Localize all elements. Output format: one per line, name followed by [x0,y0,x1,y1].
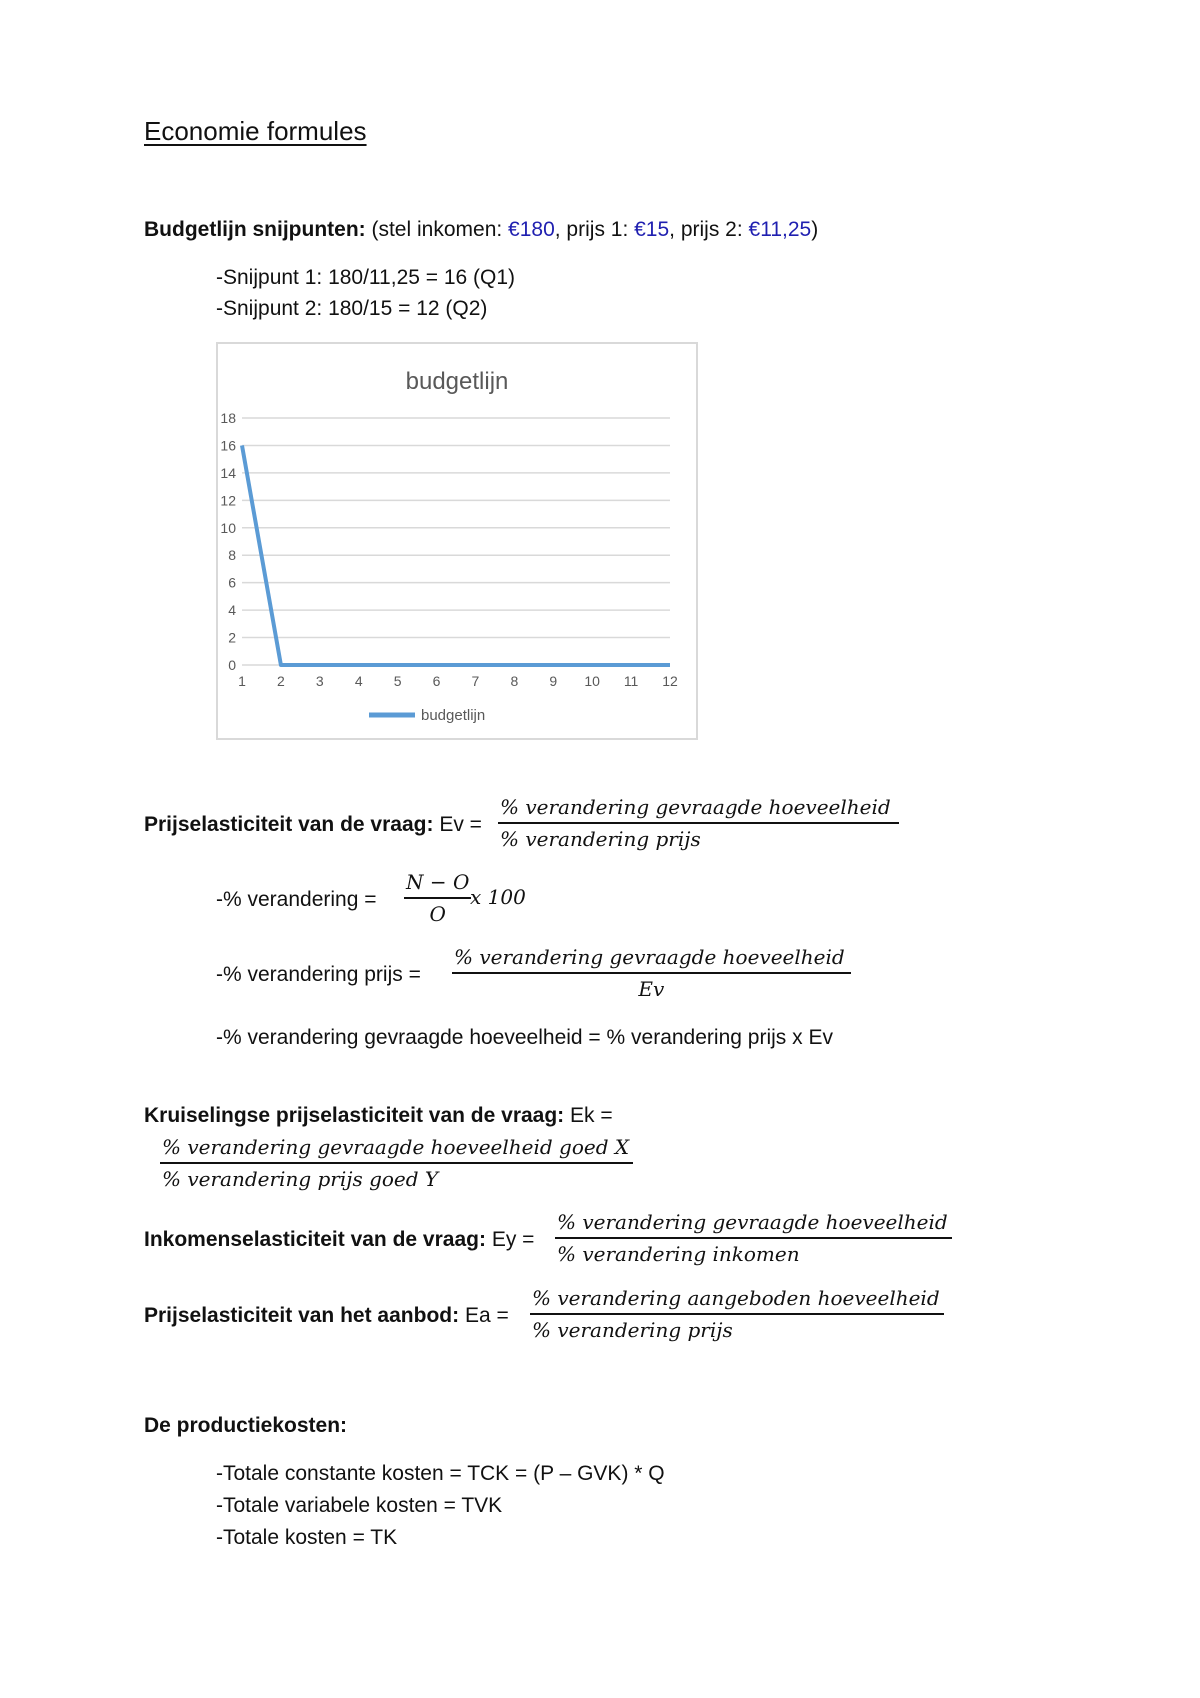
ev-denominator: % verandering prijs [500,827,701,851]
verandering-prijs-label: -% verandering prijs = [216,963,421,986]
verandering-prijs-denominator: Ev [638,977,665,1001]
budget-label: Budgetlijn snijpunten: [144,218,366,241]
x-tick-label: 7 [471,673,480,689]
ek-denominator: % verandering prijs goed Y [162,1167,439,1191]
y-tick-label: 6 [228,574,236,591]
y-tick-label: 16 [220,437,236,454]
budget-intro: (stel inkomen: [371,218,509,241]
y-tick-label: 12 [220,492,236,509]
y-tick-label: 14 [220,464,236,481]
ea-row [144,1304,509,1328]
x-tick-label: 11 [623,673,639,689]
x-tick-label: 8 [510,673,519,689]
page-title: Economie formules [144,116,367,146]
chart-title: budgetlijn [405,368,509,395]
ev-row [144,813,482,837]
x-tick-label: 12 [662,673,678,689]
ek-symbol: Ek = [570,1104,613,1127]
x-tick-label: 4 [354,673,363,689]
ey-row [144,1228,534,1252]
ek-numerator: % verandering gevraagde hoeveelheid goed X [160,1135,633,1164]
budget-inkomen: €180 [508,218,555,241]
budget-prijs1-label: , prijs 1: [554,218,635,241]
ea-label: Prijselasticiteit van het aanbod: [144,1304,460,1327]
verandering-suffix: x 100 [470,885,526,909]
y-tick-label: 8 [228,547,236,564]
productiekosten-item: -Totale variabele kosten = TVK [216,1494,503,1517]
ea-numerator: % verandering aangeboden hoeveelheid [530,1286,944,1315]
x-tick-label: 9 [549,673,558,689]
x-tick-label: 1 [238,673,246,689]
y-tick-label: 18 [220,410,236,426]
legend-label: budgetlijn [421,707,486,724]
productiekosten-label: De productiekosten: [144,1414,348,1437]
verandering-label: -% verandering = [216,888,377,911]
verandering-prijs-numerator: % verandering gevraagde hoeveelheid [452,945,851,974]
x-tick-label: 10 [584,673,600,689]
budgetlijn-chart [216,342,698,740]
snijpunt-2: -Snijpunt 2: 180/15 = 12 (Q2) [216,297,488,320]
productiekosten-item: -Totale constante kosten = TCK = (P – GVK) * Q [216,1462,665,1485]
ek-fraction [160,1135,633,1191]
ea-fraction [530,1286,944,1342]
ev-label: Prijselasticiteit van de vraag: [144,813,434,836]
y-tick-label: 2 [228,629,236,646]
ey-label: Inkomenselasticiteit van de vraag: [144,1228,486,1251]
ey-fraction [555,1210,952,1266]
ev-symbol: Ev = [439,813,482,836]
ey-denominator: % verandering inkomen [557,1242,800,1266]
budget-close: ) [811,218,819,241]
ey-numerator: % verandering gevraagde hoeveelheid [555,1210,952,1239]
verandering-fraction [404,870,471,926]
ev-fraction [498,795,899,851]
chart-svg [218,344,696,738]
verandering-numerator: N − O [404,870,471,899]
y-tick-label: 0 [228,657,236,673]
verandering-denominator: O [429,902,446,926]
productiekosten-item: -Totale kosten = TK [216,1526,398,1549]
ek-label: Kruiselingse prijselasticiteit van de vraag: [144,1104,565,1127]
budget-line [144,218,818,242]
x-tick-label: 5 [393,673,402,689]
x-tick-label: 6 [432,673,441,689]
ea-denominator: % verandering prijs [532,1318,733,1342]
budget-prijs2: €11,25 [748,218,812,241]
ek-row [144,1104,613,1128]
ey-symbol: Ey = [491,1228,535,1251]
x-tick-label: 2 [277,673,285,689]
snijpunt-1: -Snijpunt 1: 180/11,25 = 16 (Q1) [216,266,516,289]
ea-symbol: Ea = [464,1304,509,1327]
verandering-prijs-fraction [452,945,851,1001]
x-tick-label: 3 [315,673,324,689]
ev-numerator: % verandering gevraagde hoeveelheid [498,795,899,824]
y-tick-label: 10 [220,519,236,536]
verandering-hoeveelheid: -% verandering gevraagde hoeveelheid = % verandering prijs x Ev [216,1026,833,1049]
y-tick-label: 4 [228,602,236,619]
budget-prijs2-label: , prijs 2: [669,218,749,241]
budget-prijs1: €15 [634,218,670,241]
